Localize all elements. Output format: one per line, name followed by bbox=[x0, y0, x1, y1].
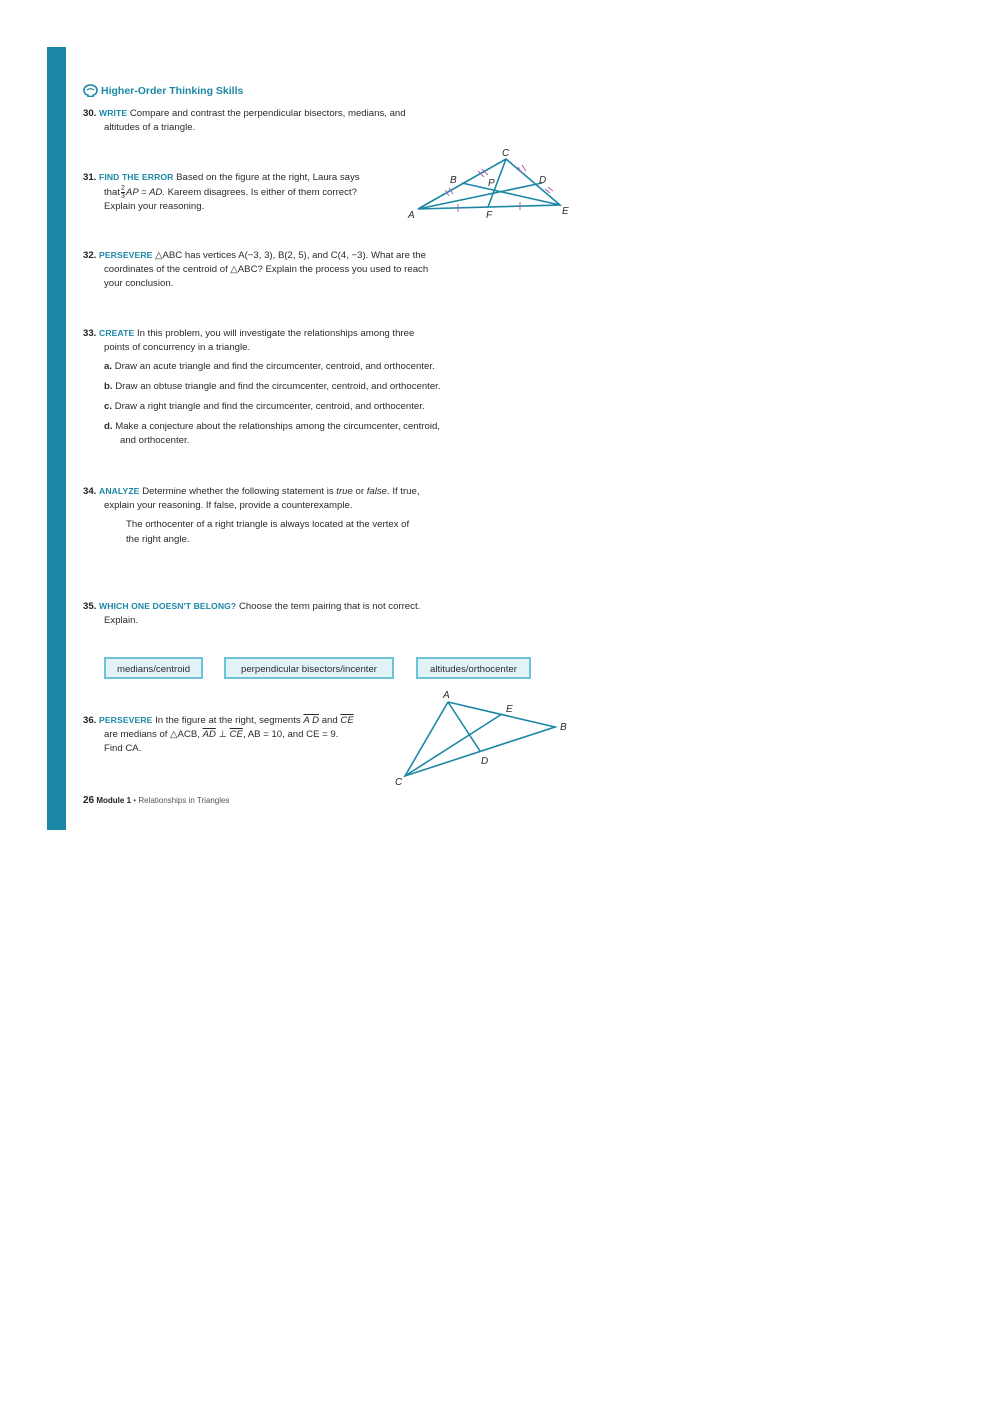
label-p: P bbox=[488, 178, 495, 189]
question-keyword: ANALYZE bbox=[99, 486, 140, 496]
question-keyword: WHICH ONE DOESN'T BELONG? bbox=[99, 601, 237, 611]
sub-text: Make a conjecture about the relationships among the circumcenter, centroid, bbox=[115, 421, 440, 432]
sidebar-stripe bbox=[47, 47, 66, 830]
question-number: 34. bbox=[83, 486, 97, 497]
question-30 bbox=[83, 106, 406, 135]
question-text: Explain your reasoning. bbox=[104, 201, 205, 213]
question-keyword: PERSEVERE bbox=[99, 715, 153, 725]
sub-label: b. bbox=[104, 381, 113, 392]
question-text: In this problem, you will investigate the relationships among three bbox=[136, 328, 415, 339]
sub-question-c bbox=[104, 400, 425, 414]
brain-icon bbox=[83, 84, 98, 97]
question-text: . If true, bbox=[386, 486, 420, 497]
label-e: E bbox=[562, 206, 569, 217]
term-text: medians/centroid bbox=[116, 664, 191, 675]
sub-question-a bbox=[104, 360, 435, 374]
label-d: D bbox=[539, 175, 547, 186]
segment-ce: $\overline{CE}$ bbox=[229, 729, 243, 740]
term-text: altitudes/orthocenter bbox=[430, 664, 517, 675]
perpendicular-symbol: ⊥ bbox=[218, 729, 227, 740]
sub-question-d bbox=[104, 420, 440, 448]
segment-ad: $\overline{AD}$ bbox=[202, 729, 216, 740]
label-e: E bbox=[506, 704, 513, 715]
sub-text: Draw a right triangle and find the circumcenter, centroid, and orthocenter. bbox=[114, 401, 425, 412]
question-36 bbox=[83, 713, 354, 756]
quote-text: the right angle. bbox=[126, 534, 190, 545]
triangle-figure-31 bbox=[400, 143, 580, 225]
question-keyword: WRITE bbox=[99, 108, 128, 118]
question-text: Based on the figure at the right, Laura says bbox=[176, 172, 360, 183]
question-text: Kareem disagrees. Is either of them correct? bbox=[167, 187, 357, 199]
triangle-figure-36 bbox=[390, 686, 575, 790]
question-number: 36. bbox=[83, 715, 97, 726]
sub-label: d. bbox=[104, 421, 113, 432]
question-33 bbox=[83, 326, 414, 355]
question-text: points of concurrency in a triangle. bbox=[104, 342, 251, 353]
question-32 bbox=[83, 248, 428, 291]
question-number: 31. bbox=[83, 172, 97, 183]
question-keyword: CREATE bbox=[99, 328, 135, 338]
question-text: , AB = 10, and CE = 9. bbox=[242, 729, 339, 740]
label-f: F bbox=[486, 210, 493, 221]
quote-text: The orthocenter of a right triangle is always located at the vertex of bbox=[126, 519, 410, 530]
word-that: that bbox=[104, 187, 121, 199]
sub-question-b bbox=[104, 380, 441, 394]
question-text: explain your reasoning. If false, provide a counterexample. bbox=[104, 500, 353, 511]
segment-ad: A D bbox=[303, 715, 320, 726]
sub-label: a. bbox=[104, 361, 113, 372]
statement-quote bbox=[126, 517, 409, 547]
question-text: Explain. bbox=[104, 615, 139, 626]
question-keyword: PERSEVERE bbox=[99, 250, 153, 260]
label-c: C bbox=[395, 777, 403, 788]
sub-text: Draw an acute triangle and find the circumcenter, centroid, and orthocenter. bbox=[114, 361, 435, 372]
question-number: 33. bbox=[83, 328, 97, 339]
module-title: Relationships in Triangles bbox=[138, 796, 230, 805]
question-text: △ABC has vertices A(−3, 3), B(2, 5), and C(4, −3). What are the bbox=[155, 250, 426, 261]
page-number: 26 bbox=[83, 795, 95, 806]
word-and: and bbox=[321, 715, 338, 726]
module-label: Module 1 bbox=[96, 796, 132, 805]
question-text: your conclusion. bbox=[104, 278, 174, 289]
triangle-outline bbox=[405, 702, 555, 776]
sub-label: c. bbox=[104, 401, 113, 412]
sub-text: and orthocenter. bbox=[120, 435, 190, 446]
separator: • bbox=[133, 796, 137, 805]
equation: AP = AD. bbox=[125, 187, 165, 199]
label-c: C bbox=[502, 148, 510, 159]
question-31 bbox=[83, 170, 360, 214]
question-34 bbox=[83, 484, 420, 513]
word-true: true bbox=[336, 486, 353, 497]
question-text-line2 bbox=[83, 728, 354, 742]
question-text: coordinates of the centroid of △ABC? Explain the process you used to reach bbox=[104, 264, 429, 275]
label-d: D bbox=[481, 756, 489, 767]
term-box-perpendicular-bisectors bbox=[224, 657, 394, 679]
section-title: Higher-Order Thinking Skills bbox=[101, 84, 244, 97]
page-footer bbox=[83, 795, 229, 806]
question-number: 32. bbox=[83, 250, 97, 261]
question-text-line2 bbox=[83, 185, 360, 200]
fraction-denominator: 3 bbox=[121, 193, 125, 200]
word-or: or bbox=[355, 486, 365, 497]
term-box-altitudes bbox=[416, 657, 531, 679]
fraction-numerator: 2 bbox=[121, 185, 125, 192]
question-text: Choose the term pairing that is not correct. bbox=[238, 601, 421, 612]
label-b: B bbox=[450, 175, 457, 186]
question-35 bbox=[83, 599, 420, 628]
question-number: 35. bbox=[83, 601, 97, 612]
word-false: false bbox=[366, 486, 387, 497]
sub-text: Draw an obtuse triangle and find the circumcenter, centroid, and orthocenter. bbox=[115, 381, 441, 392]
question-text: altitudes of a triangle. bbox=[104, 122, 196, 133]
question-text: Determine whether the following statement is bbox=[142, 486, 334, 497]
median-e-b bbox=[462, 183, 560, 205]
question-text: are medians of △ACB, bbox=[104, 729, 200, 740]
median-ad bbox=[448, 702, 480, 751]
question-keyword: FIND THE ERROR bbox=[99, 172, 174, 182]
question-text: Find CA. bbox=[104, 743, 142, 754]
label-a: A bbox=[408, 210, 415, 221]
section-header bbox=[83, 84, 243, 97]
question-text: In the figure at the right, segments bbox=[155, 715, 301, 726]
question-text: Compare and contrast the perpendicular bisectors, medians, and bbox=[129, 108, 406, 119]
segment-ce: $\overline{CE}$ bbox=[340, 715, 354, 726]
term-box-medians bbox=[104, 657, 203, 679]
question-number: 30. bbox=[83, 108, 97, 119]
label-a: A bbox=[443, 690, 450, 701]
fraction bbox=[121, 185, 125, 200]
label-b: B bbox=[560, 722, 567, 733]
term-text: perpendicular bisectors/incenter bbox=[241, 664, 377, 675]
